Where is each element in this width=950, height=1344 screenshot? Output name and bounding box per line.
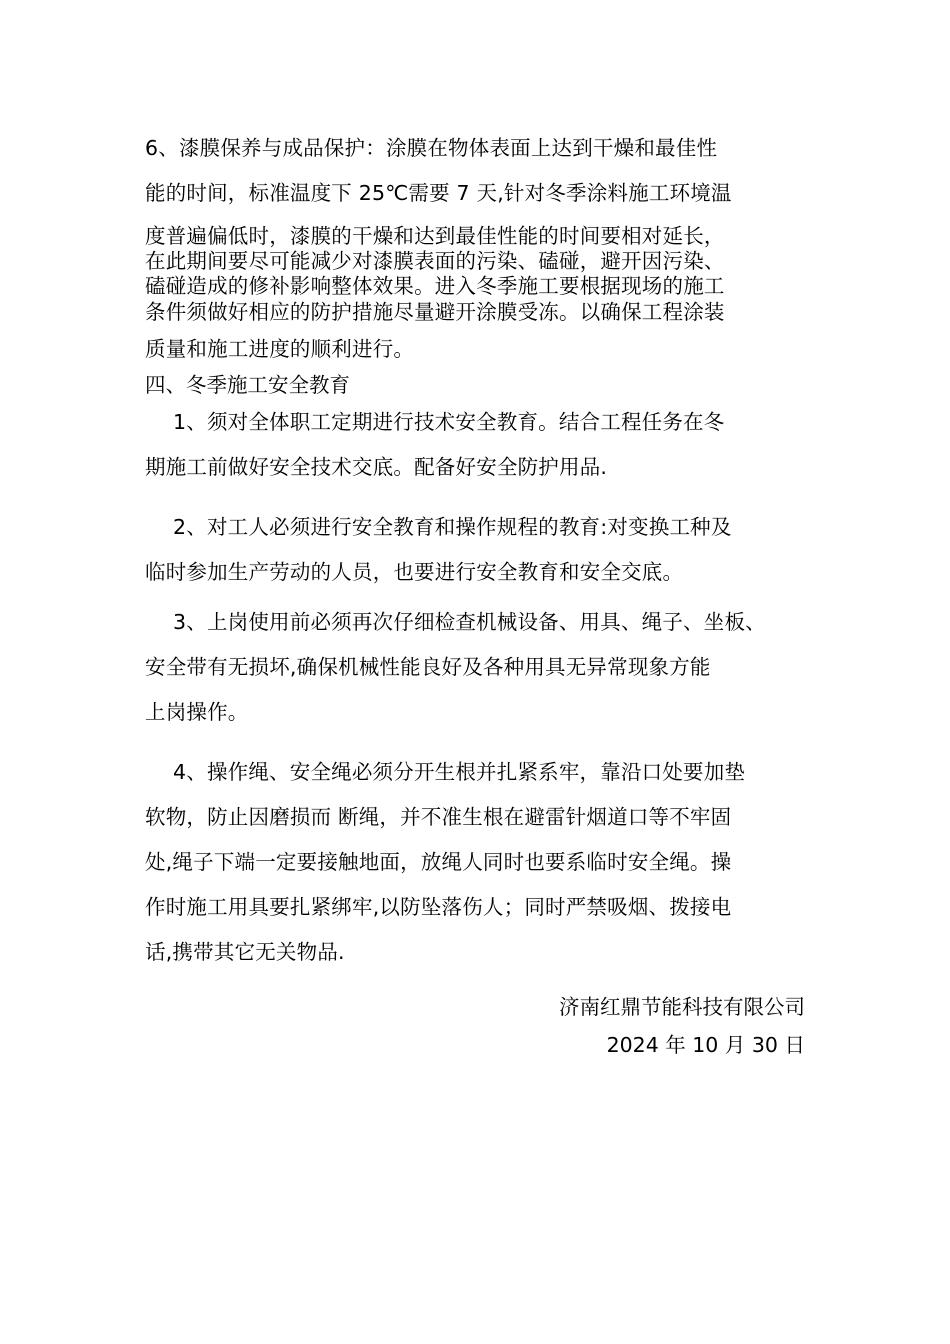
paragraph-line: 期施工前做好安全技术交底。配备好安全防护用品. [145,455,608,479]
paragraph-line: 磕碰造成的修补影响整体效果。进入冬季施工要根据现场的施工 [145,274,725,298]
paragraph-line: 安全带有无损坏,确保机械性能良好及各种用具无异常现象方能 [145,655,711,679]
paragraph-line: 话,携带其它无关物品. [145,940,345,964]
item-2-paragraph [145,505,805,595]
paragraph-line: 能的时间，标准温度下 25℃需要 7 天,针对冬季涂料施工环境温 [145,181,732,205]
paragraph-line: 处,绳子下端一定要接触地面，放绳人同时也要系临时安全绳。操 [145,850,732,874]
paragraph-line: 上岗操作。 [145,700,249,724]
company-signature: 济南红鼎节能科技有限公司 [559,995,805,1019]
section-4-heading: 四、冬季施工安全教育 [145,373,350,397]
paragraph-line: 3、上岗使用前必须再次仔细检查机械设备、用具、绳子、坐板、 [173,610,766,634]
paragraph-line: 质量和施工进度的顺利进行。 [145,337,415,361]
paragraph-line: 1、须对全体职工定期进行技术安全教育。结合工程任务在冬 [173,410,725,434]
paragraph-line: 条件须做好相应的防护措施尽量避开涂膜受冻。以确保工程涂装 [145,300,725,324]
item-1-paragraph [145,400,805,490]
section-6-paragraph-dense [145,224,805,299]
paragraph-line: 作时施工用具要扎紧绑牢,以防坠落伤人；同时严禁吸烟、拨接电 [145,895,732,919]
paragraph-line: 2、对工人必须进行安全教育和操作规程的教育:对变换工种及 [173,515,732,539]
section-6-paragraph [145,126,805,216]
item-4-paragraph [145,750,805,975]
paragraph-line: 临时参加生产劳动的人员，也要进行安全教育和安全交底。 [145,560,684,584]
paragraph-line: 4、操作绳、安全绳必须分开生根并扎紧系牢，靠沿口处要加垫 [173,760,746,784]
item-3-paragraph [145,600,805,735]
paragraph-line: 6、漆膜保养与成品保护：涂膜在物体表面上达到干燥和最佳性 [145,136,718,160]
signature-date: 2024 年 10 月 30 日 [606,1033,805,1057]
paragraph-line: 度普遍偏低时，漆膜的干燥和达到最佳性能的时间要相对延长， [145,224,725,248]
paragraph-line: 软物，防止因磨损而 断绳，并不准生根在避雷针烟道口等不牢固 [145,805,732,829]
paragraph-line: 在此期间要尽可能减少对漆膜表面的污染、磕碰，避开因污染、 [145,249,725,273]
section-6-paragraph-end [145,294,805,368]
